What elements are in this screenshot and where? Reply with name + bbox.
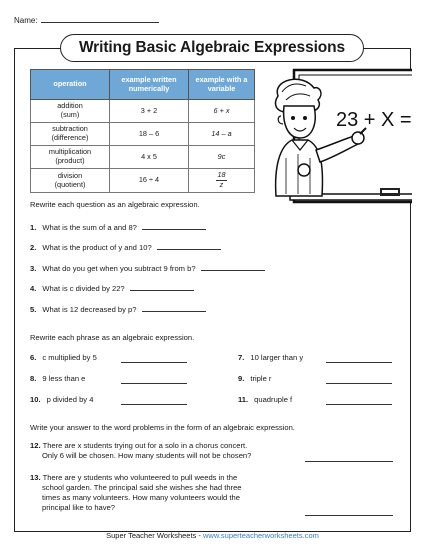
question-number: 3. (30, 264, 37, 273)
question-6 (30, 353, 97, 362)
table-row (31, 146, 255, 169)
table-row (31, 169, 255, 193)
answer-line[interactable] (121, 355, 187, 363)
answer-line[interactable] (121, 376, 187, 384)
question-number: 11. (238, 395, 249, 404)
answer-line[interactable] (326, 355, 392, 363)
fraction-denominator: z (219, 180, 224, 189)
question-number: 12. (30, 441, 41, 450)
question-text-line: There are x students trying out for a solo in a chorus concert. (42, 441, 248, 450)
question-number: 13. (30, 473, 41, 482)
operation-name: subtraction (52, 124, 88, 134)
question-number: 8. (30, 374, 37, 383)
question-2 (30, 242, 221, 252)
question-1 (30, 222, 206, 232)
numeric-example: 18 – 6 (110, 123, 189, 146)
answer-line[interactable] (305, 454, 393, 462)
footer (0, 531, 425, 540)
section3-instruction: Write your answer to the word problems in the form of an algebraic expression. (30, 423, 295, 432)
answer-line[interactable] (326, 376, 392, 384)
question-8 (30, 374, 85, 383)
question-text-line: Only 6 will be chosen. How many students will not be chosen? (42, 451, 252, 460)
operation-cell (31, 100, 110, 123)
title-banner (60, 34, 364, 62)
answer-line[interactable] (305, 508, 393, 516)
operation-name: multiplication (48, 147, 92, 157)
question-11 (238, 395, 292, 404)
question-number: 7. (238, 353, 245, 362)
question-number: 1. (30, 223, 37, 232)
operation-cell (31, 146, 110, 169)
question-text-line: school garden. The principal said she wishes she had three (42, 483, 242, 492)
operation-cell (31, 169, 110, 193)
question-text-line: times as many volunteers. How many volunteers would the (42, 493, 240, 502)
section2-instruction: Rewrite each phrase as an algebraic expression. (30, 333, 195, 342)
table-header-row (31, 70, 255, 100)
answer-line[interactable] (130, 283, 194, 291)
question-number: 2. (30, 243, 37, 252)
question-3 (30, 263, 265, 273)
operation-name: addition (57, 101, 83, 111)
table-row (31, 123, 255, 146)
question-12 (30, 441, 251, 461)
page-title: Writing Basic Algebraic Expressions (78, 39, 346, 56)
section1-instruction: Rewrite each question as an algebraic expression. (30, 200, 200, 209)
column-header: example with a variable (189, 70, 255, 100)
question-5 (30, 304, 206, 314)
variable-example: 14 – a (189, 123, 255, 146)
question-text: What do you get when you subtract 9 from b? (42, 264, 196, 273)
question-text: What is the sum of a and 8? (42, 223, 137, 232)
question-text: What is c divided by 22? (42, 284, 125, 293)
chalkboard-boy-illustration (262, 66, 412, 206)
question-text: 9 less than e (42, 374, 86, 383)
variable-example: 9c (189, 146, 255, 169)
question-text: What is 12 decreased by p? (42, 305, 137, 314)
question-text: What is the product of y and 10? (42, 243, 152, 252)
board-writing: 23 + X = (336, 109, 412, 131)
table-row (31, 100, 255, 123)
question-4 (30, 283, 194, 293)
variable-example (189, 169, 255, 193)
question-number: 9. (238, 374, 245, 383)
answer-line[interactable] (121, 397, 187, 405)
name-row (14, 14, 159, 25)
question-text: c multiplied by 5 (42, 353, 97, 362)
question-number: 4. (30, 284, 37, 293)
footer-separator: - (196, 531, 203, 540)
question-number: 6. (30, 353, 37, 362)
footer-brand: Super Teacher Worksheets (106, 531, 197, 540)
answer-line[interactable] (157, 242, 221, 250)
numeric-example: 16 ÷ 4 (110, 169, 189, 193)
operation-name: division (57, 170, 83, 180)
answer-line[interactable] (142, 222, 206, 230)
answer-line[interactable] (201, 263, 265, 271)
question-text: p divided by 4 (46, 395, 94, 404)
answer-line[interactable] (326, 397, 392, 405)
question-13 (30, 473, 242, 513)
operation-alias: (product) (55, 156, 85, 165)
operation-alias: (difference) (51, 133, 89, 142)
question-text: 10 larger than y (250, 353, 304, 362)
numeric-example: 4 x 5 (110, 146, 189, 169)
footer-url-link[interactable]: www.superteacherworksheets.com (202, 531, 319, 540)
name-label: Name: (14, 16, 38, 25)
question-10 (30, 395, 93, 404)
question-7 (238, 353, 303, 362)
column-header: example written numerically (110, 70, 189, 100)
question-number: 10. (30, 395, 41, 404)
operation-alias: (quotient) (54, 179, 86, 189)
name-field[interactable] (41, 14, 159, 23)
numeric-example: 3 + 2 (110, 100, 189, 123)
answer-line[interactable] (142, 304, 206, 312)
column-header: operation (31, 70, 110, 100)
question-text: triple r (250, 374, 272, 383)
variable-example: 6 + x (189, 100, 255, 123)
question-text: quadruple f (254, 395, 293, 404)
operation-cell (31, 123, 110, 146)
fraction (216, 171, 226, 190)
fraction-numerator: 18 (217, 170, 226, 180)
question-text-line: There are y students who volunteered to pull weeds in the (42, 473, 238, 482)
question-text-line: principal like to have? (42, 503, 116, 512)
question-number: 5. (30, 305, 37, 314)
operations-table (30, 69, 255, 193)
operation-alias: (sum) (60, 110, 80, 119)
question-9 (238, 374, 271, 383)
